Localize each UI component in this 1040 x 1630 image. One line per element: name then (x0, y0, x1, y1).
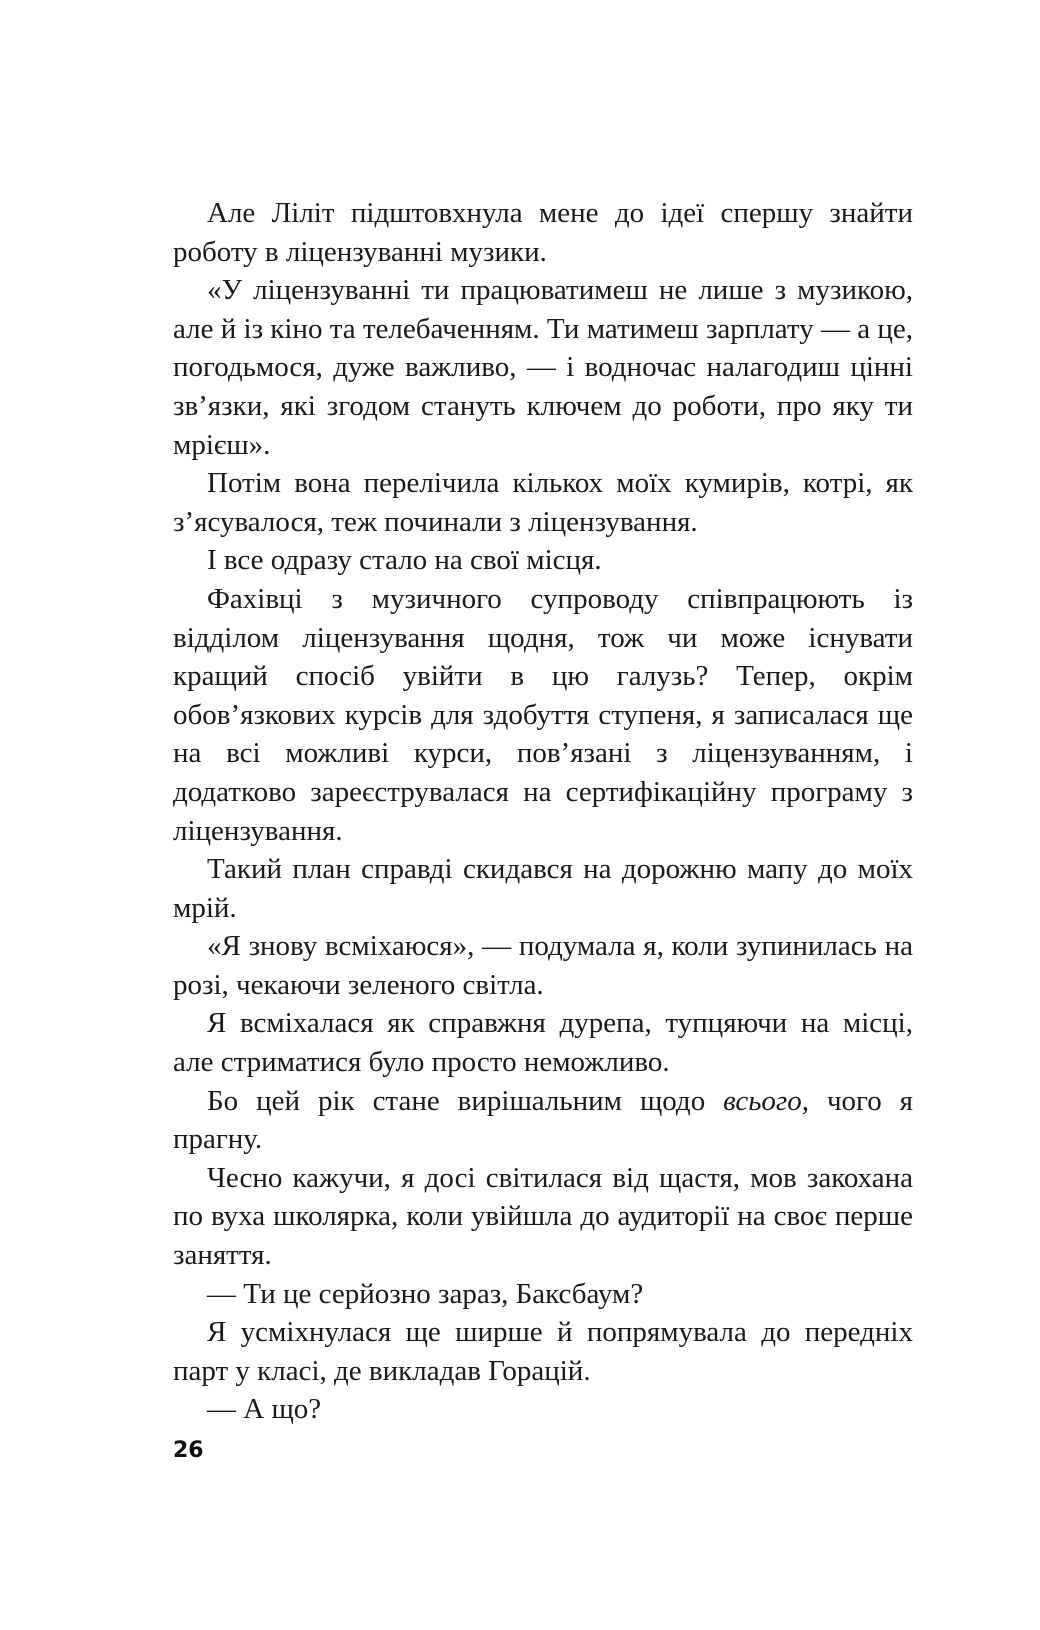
paragraph: Але Ліліт підштовхнула мене до ідеї спершу знайти роботу в ліцензуванні музики. (173, 197, 913, 268)
body-text (173, 194, 913, 1429)
emphasized-word: всього (723, 1084, 802, 1117)
paragraph: Фахівці з музичного супроводу співпрацюють із відділом ліцензування щодня, тож чи може існувати кращий спосіб увійти в цю галузь? Тепер, окрім обов’язкових курсів для здобуття ступеня, я записалася ще на всі можливі курси, пов’язані з ліцензуванням, і додатково зареєструвалася на сертифікаційну програму з ліцензування. (173, 582, 913, 847)
paragraph-with-emphasis (173, 1082, 913, 1159)
page-number: 26 (173, 1438, 204, 1463)
dialogue-line: — А що? (207, 1393, 322, 1426)
paragraph: Я усміхнулася ще ширше й попрямувала до передніх парт у класі, де викладав Горацій. (173, 1316, 913, 1387)
paragraph: «У ліцензуванні ти працюватимеш не лише з музикою, але й із кіно та телебаченням. Ти матимеш зарплату — а це, погодьмося, дуже важливо, — і водночас налагодиш цінні зв’язки, які згодом стануть ключем до роботи, про яку ти мрієш». (173, 274, 913, 461)
dialogue-line: — Ти це серйозно зараз, Баксбаум? (207, 1277, 644, 1310)
paragraph: Такий план справді скидався на дорожню мапу до моїх мрій. (173, 853, 913, 924)
paragraph-segment: , чого я прагну. (173, 1084, 913, 1156)
paragraph: Я всміхалася як справжня дурепа, тупцяючи на місці, але стриматися було просто неможливо. (173, 1007, 913, 1079)
paragraph: І все одразу стало на свої місця. (207, 544, 602, 577)
paragraph: «Я знову всміхаюся», — подумала я, коли зупинилась на розі, чекаючи зеленого світла. (173, 930, 913, 1001)
paragraph: Потім вона перелічила кількох моїх кумирів, котрі, як з’ясувалося, теж починали з ліцензування. (173, 467, 913, 538)
paragraph: Чесно кажучи, я досі світилася від щастя, мов закохана по вуха школярка, коли увійшла до аудиторії на своє перше заняття. (173, 1161, 913, 1272)
paragraph-segment: Бо цей рік стане вирішальним щодо (207, 1084, 724, 1117)
